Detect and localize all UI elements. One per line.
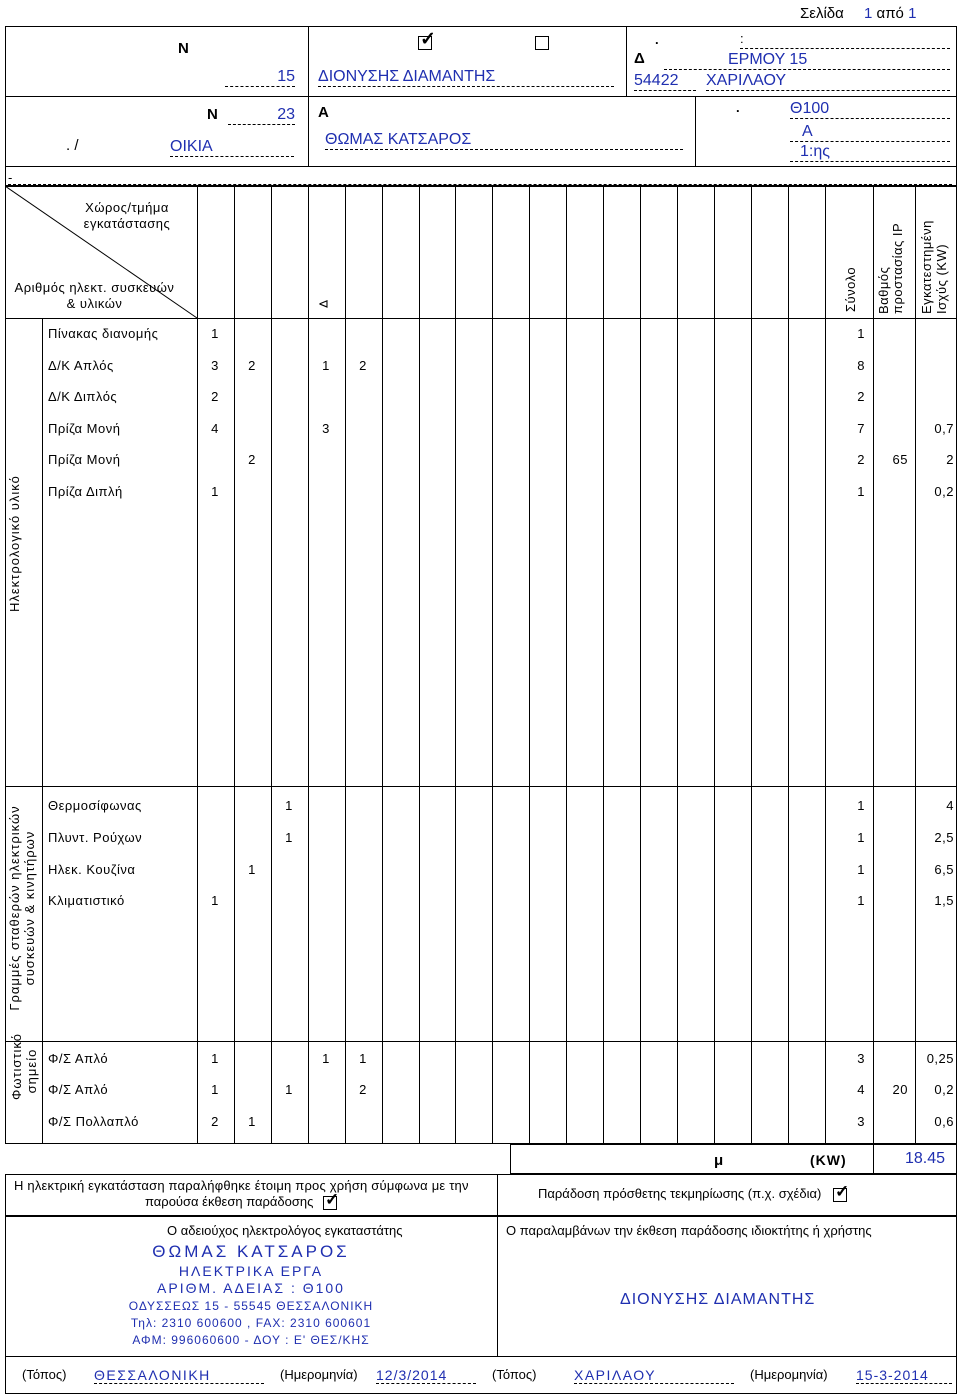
license-category: Α: [790, 123, 950, 142]
row-power: 4: [946, 798, 954, 813]
row-count: 2: [211, 389, 219, 404]
row-count: 1: [248, 1114, 256, 1129]
header-colon: :: [740, 31, 744, 46]
installer-name: ΘΩΜΑΣ ΚΑΤΣΑΡΟΣ: [325, 131, 683, 150]
page-total: 1: [908, 5, 917, 22]
row-total: 3: [857, 1051, 865, 1066]
address-delta-label: Δ: [634, 50, 645, 67]
column-line: [529, 186, 530, 1144]
page-label: Σελίδα: [800, 5, 844, 22]
delivery-text-2-wrap: [145, 1194, 337, 1210]
column-line: [271, 186, 272, 1144]
column-line: [42, 318, 43, 1144]
area: ΧΑΡΙΛΑΟΥ: [706, 72, 950, 91]
column-line: [234, 186, 235, 1144]
page-current: 1: [864, 5, 873, 22]
row-total: 1: [857, 893, 865, 908]
owner-name: ΔΙΟΝΥΣΗΣ ΔΙΑΜΑΝΤΗΣ: [318, 68, 614, 87]
row-power: 2: [946, 452, 954, 467]
row-count: 1: [211, 1082, 219, 1097]
sum-row-box: [510, 1144, 957, 1174]
row-count: 2: [359, 1082, 367, 1097]
extra-docs-wrap: [538, 1186, 847, 1202]
column-line: [640, 186, 641, 1144]
row-count: 2: [248, 452, 256, 467]
row-power: 0,2: [934, 1082, 954, 1097]
column-line: [492, 186, 493, 1144]
date-label-1: (Ημερομηνία): [280, 1367, 358, 1382]
row-total: 8: [857, 358, 865, 373]
column-line: [419, 186, 420, 1144]
dash-line: [8, 170, 952, 185]
sum-value-wrap: [905, 1150, 945, 1168]
sum-unit: (KW): [810, 1152, 847, 1168]
row-total: 7: [857, 421, 865, 436]
page-indicator: [800, 5, 916, 22]
row-count: 1: [211, 1051, 219, 1066]
row-name: Φ/Σ Απλό: [48, 1082, 109, 1097]
row-count: 4: [211, 421, 219, 436]
row-total: 1: [857, 326, 865, 341]
installer-sign-label: Ο αδειούχος ηλεκτρολόγος εγκαταστάτης: [167, 1223, 403, 1238]
row-power: 0,2: [934, 484, 954, 499]
col-total-header: Σύνολο: [843, 266, 858, 312]
building-type: ΟΙΚΙΑ: [170, 138, 294, 157]
row-power: 6,5: [934, 862, 954, 877]
row-count: 2: [248, 358, 256, 373]
row-power: 0,6: [934, 1114, 954, 1129]
row-name: Πρίζα Μονή: [48, 421, 121, 436]
installer-label: Α: [318, 104, 329, 121]
col-power-header: Εγκατεστημένη Ισχύς (KW): [919, 220, 949, 314]
header-divider: [308, 96, 309, 166]
row-count: 1: [285, 830, 293, 845]
building-type-label: . /: [66, 137, 79, 154]
row-ip: 20: [892, 1082, 908, 1097]
row-power: 2,5: [934, 830, 954, 845]
row-count: 3: [322, 421, 330, 436]
row-ip: 65: [892, 452, 908, 467]
column-line: [873, 186, 874, 1144]
row-count: 1: [359, 1051, 367, 1066]
row-name: Ηλεκ. Κουζίνα: [48, 862, 136, 877]
delivery-checkbox[interactable]: [323, 1196, 337, 1210]
triangle-icon: ⊲: [318, 296, 329, 311]
sum-label: μ: [714, 1152, 724, 1169]
row-name: Φ/Σ Πολλαπλό: [48, 1114, 139, 1129]
row-name: Δ/Κ Απλός: [48, 358, 114, 373]
stamp-line-3: ΑΡΙΘΜ. ΑΔΕΙΑΣ : Θ100: [157, 1280, 345, 1296]
owner-checkbox[interactable]: [418, 36, 432, 53]
signature-divider: [5, 1356, 957, 1357]
date-label-2: (Ημερομηνία): [750, 1367, 828, 1382]
place-value-1: ΘΕΣΣΑΛΟΝΙΚΗ: [94, 1367, 264, 1384]
date-value-2: 15-3-2014: [856, 1367, 952, 1384]
row-total: 1: [857, 862, 865, 877]
row-total: 2: [857, 389, 865, 404]
stamp-line-2: ΗΛΕΚΤΡΙΚΑ ΕΡΓΑ: [178, 1263, 324, 1279]
number-label-2: Ν: [207, 106, 218, 123]
row-count: 1: [285, 798, 293, 813]
column-line: [382, 186, 383, 1144]
signature-divider: [497, 1216, 498, 1356]
header-dot: .: [655, 32, 659, 47]
column-line: [308, 186, 309, 1144]
group-lighting-label: Φωτιστικό σημείο: [9, 1033, 39, 1100]
row-total: 1: [857, 830, 865, 845]
row-count: 2: [359, 358, 367, 373]
group-electrical-label: Ηλεκτρολογικό υλικό: [7, 475, 22, 612]
extra-docs-text: Παράδοση πρόσθετης τεκμηρίωσης (π.χ. σχέδια): [538, 1186, 822, 1201]
column-line: [603, 186, 604, 1144]
row-count: 2: [211, 1114, 219, 1129]
header-divider: [308, 26, 309, 96]
place-label-1: (Τόπος): [22, 1367, 67, 1382]
row-name: Θερμοσίφωνας: [48, 798, 142, 813]
stamp-name: ΘΩΜΑΣ ΚΑΤΣΑΡΟΣ: [152, 1242, 350, 1261]
dash-label: -: [8, 170, 13, 185]
row-power: 0,25: [926, 1051, 954, 1066]
row-total: 2: [857, 452, 865, 467]
column-line: [197, 186, 198, 1144]
row-name: Πίνακας διανομής: [48, 326, 159, 341]
place-label-2: (Τόπος): [492, 1367, 537, 1382]
receiver-sign-label: Ο παραλαμβάνων την έκθεση παράδοσης ιδιοκτήτης ή χρήστης: [506, 1223, 872, 1238]
sum-divider: [873, 1144, 874, 1174]
number-value-2: 23: [228, 106, 295, 125]
header-divider: [626, 26, 627, 96]
address-colon-line: [740, 31, 950, 49]
postcode: 54422: [634, 72, 696, 91]
row-count: 1: [322, 1051, 330, 1066]
row-count: 1: [211, 326, 219, 341]
column-line: [915, 186, 916, 1144]
column-line: [714, 186, 715, 1144]
row-name: Φ/Σ Απλό: [48, 1051, 109, 1066]
installer-stamp: [5, 1242, 497, 1347]
column-line: [455, 186, 456, 1144]
row-power: 0,7: [934, 421, 954, 436]
stamp-line-6: ΑΦΜ: 996060600 - ΔΟΥ : Ε' ΘΕΣ/ΚΗΣ: [132, 1333, 370, 1347]
col-ip-header: Βαθμός προστασίας IP: [876, 222, 905, 314]
row-count: 3: [211, 358, 219, 373]
row-total: 1: [857, 798, 865, 813]
column-line: [566, 186, 567, 1144]
page-of-label: από: [876, 5, 904, 22]
delivery-text-1: Η ηλεκτρική εγκατάσταση παραλήφθηκε έτοιμη προς χρήση σύμφωνα με την: [14, 1178, 469, 1193]
header-divider: [5, 96, 957, 97]
footer-divider: [497, 1174, 498, 1216]
column-line: [677, 186, 678, 1144]
column-line: [345, 186, 346, 1144]
header-divider: [5, 166, 957, 167]
number-value: 15: [225, 68, 295, 87]
delivery-text-2: παρούσα έκθεση παράδοσης: [145, 1194, 314, 1209]
row-name: Πρίζα Μονή: [48, 452, 121, 467]
license-grade: 1:ης: [790, 143, 950, 162]
row-total: 3: [857, 1114, 865, 1129]
row-count: 1: [211, 893, 219, 908]
row-name: Κλιματιστικό: [48, 893, 125, 908]
row-name: Δ/Κ Διπλός: [48, 389, 118, 404]
row-total: 4: [857, 1082, 865, 1097]
group-separator: [5, 1041, 957, 1042]
corner-top-label: Χώρος/τμήμα εγκατάστασης: [83, 200, 171, 231]
row-power: 1,5: [934, 893, 954, 908]
sum-value: 18.45: [905, 1150, 946, 1167]
group-separator: [5, 786, 957, 787]
license-code: Θ100: [790, 100, 950, 119]
place-value-2: ΧΑΡΙΛΑΟΥ: [574, 1367, 734, 1384]
address-street: ΕΡΜΟΥ 15: [664, 51, 950, 70]
stamp-line-5: Τηλ: 2310 600600 , FAX: 2310 600601: [130, 1316, 372, 1330]
column-line: [788, 186, 789, 1144]
row-count: 1: [285, 1082, 293, 1097]
group-fixed-lines-label: Γραμμές σταθερών ηλεκτρικών συσκευών & κινητήρων: [7, 805, 37, 1011]
corner-bottom-label: Αριθμός ηλεκτ. συσκευών & υλικών: [14, 280, 175, 311]
column-line: [751, 186, 752, 1144]
column-line: [825, 186, 826, 1144]
row-count: 1: [322, 358, 330, 373]
tenant-checkbox[interactable]: [535, 36, 549, 53]
header-dot-2: .: [736, 100, 740, 115]
row-name: Πρίζα Διπλή: [48, 484, 123, 499]
date-value-1: 12/3/2014: [376, 1367, 476, 1384]
extra-docs-checkbox[interactable]: [833, 1188, 847, 1202]
header-divider: [695, 96, 696, 166]
row-count: 1: [211, 484, 219, 499]
receiver-name: ΔΙΟΝΥΣΗΣ ΔΙΑΜΑΝΤΗΣ: [620, 1291, 816, 1308]
row-total: 1: [857, 484, 865, 499]
row-name: Πλυντ. Ρούχων: [48, 830, 143, 845]
stamp-line-4: ΟΔΥΣΣΕΩΣ 15 - 55545 ΘΕΣΣΑΛΟΝΙΚΗ: [128, 1299, 374, 1313]
number-label: Ν: [178, 40, 189, 57]
row-count: 1: [248, 862, 256, 877]
